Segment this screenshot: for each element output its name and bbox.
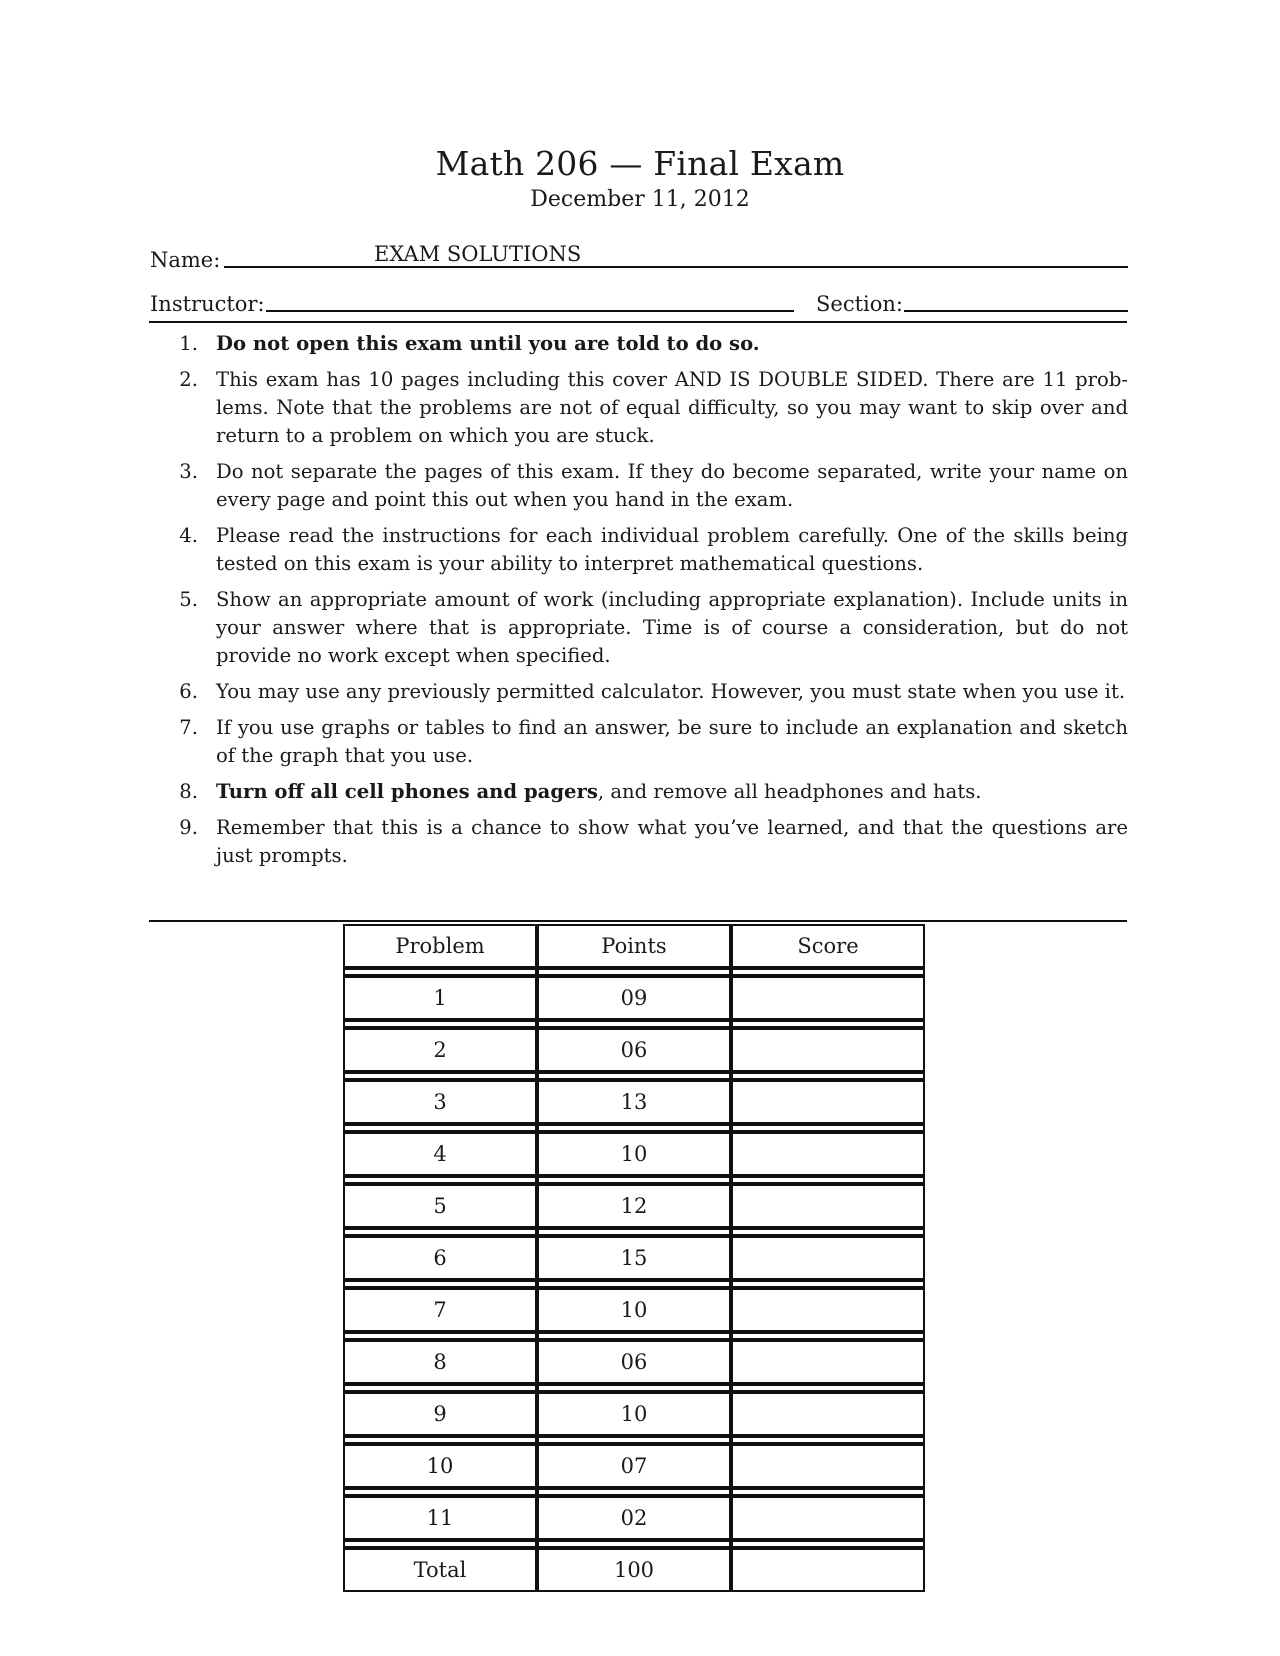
spacer-cell	[537, 1540, 731, 1548]
name-value: EXAM SOLUTIONS	[374, 242, 582, 266]
points-cell: 10	[537, 1132, 731, 1176]
points-cell: 09	[537, 976, 731, 1020]
spacer-cell	[537, 1228, 731, 1236]
points-cell: 06	[537, 1340, 731, 1384]
row-spacer	[343, 1540, 925, 1548]
header-problem: Problem	[343, 924, 537, 968]
score-cell[interactable]	[731, 1028, 925, 1072]
row-spacer	[343, 968, 925, 976]
total-label-cell: Total	[343, 1548, 537, 1592]
score-table	[343, 924, 925, 1592]
spacer-cell	[537, 1332, 731, 1340]
spacer-cell	[731, 968, 925, 976]
problem-number-cell: 11	[343, 1496, 537, 1540]
spacer-cell	[343, 1332, 537, 1340]
table-row	[343, 1028, 925, 1072]
instruction-item	[170, 778, 1128, 806]
row-spacer	[343, 1072, 925, 1080]
problem-number-cell: 3	[343, 1080, 537, 1124]
section-field-line[interactable]	[904, 310, 1128, 312]
table-row	[343, 1080, 925, 1124]
spacer-cell	[731, 1124, 925, 1132]
exam-date: December 11, 2012	[530, 187, 750, 212]
problem-number-cell: 5	[343, 1184, 537, 1228]
problem-number-cell: 9	[343, 1392, 537, 1436]
row-spacer	[343, 1384, 925, 1392]
row-spacer	[343, 1124, 925, 1132]
instructions-list	[170, 330, 1128, 878]
spacer-cell	[343, 1072, 537, 1080]
spacer-cell	[537, 968, 731, 976]
points-cell: 10	[537, 1392, 731, 1436]
instruction-item	[170, 586, 1128, 670]
problem-number-cell: 10	[343, 1444, 537, 1488]
instruction-item	[170, 814, 1128, 870]
problem-number-cell: 2	[343, 1028, 537, 1072]
row-spacer	[343, 1176, 925, 1184]
spacer-cell	[537, 1384, 731, 1392]
score-table-header	[343, 924, 925, 968]
instruction-number: 6.	[179, 680, 198, 703]
score-cell[interactable]	[731, 1340, 925, 1384]
top-divider	[149, 321, 1127, 323]
instruction-item	[170, 458, 1128, 514]
instruction-number: 9.	[179, 816, 198, 839]
points-cell: 12	[537, 1184, 731, 1228]
spacer-cell	[343, 1228, 537, 1236]
row-spacer	[343, 1020, 925, 1028]
spacer-cell	[731, 1384, 925, 1392]
score-cell[interactable]	[731, 1080, 925, 1124]
spacer-cell	[537, 1176, 731, 1184]
section-label: Section:	[816, 292, 903, 316]
spacer-cell	[731, 1280, 925, 1288]
spacer-cell	[731, 1488, 925, 1496]
problem-number-cell: 1	[343, 976, 537, 1020]
spacer-cell	[731, 1228, 925, 1236]
table-row	[343, 1288, 925, 1332]
row-spacer	[343, 1280, 925, 1288]
spacer-cell	[343, 968, 537, 976]
table-row	[343, 976, 925, 1020]
score-cell[interactable]	[731, 1496, 925, 1540]
spacer-cell	[731, 1072, 925, 1080]
spacer-cell	[731, 1176, 925, 1184]
table-row	[343, 1340, 925, 1384]
score-cell[interactable]	[731, 1288, 925, 1332]
score-cell[interactable]	[731, 1392, 925, 1436]
instruction-text: You may use any previously permitted calculator. However, you must state when you use it.	[216, 680, 1126, 703]
table-row	[343, 1496, 925, 1540]
problem-number-cell: 8	[343, 1340, 537, 1384]
table-row	[343, 1392, 925, 1436]
total-score-cell[interactable]	[731, 1548, 925, 1592]
points-cell: 10	[537, 1288, 731, 1332]
instruction-text: Please read the instructions for each individual problem carefully. One of the skills being tested on this exam is your ability to interpret mathematical questions.	[216, 524, 1128, 575]
score-cell[interactable]	[731, 1184, 925, 1228]
spacer-cell	[343, 1540, 537, 1548]
row-spacer	[343, 1332, 925, 1340]
instruction-text: Remember that this is a chance to show what you’ve learned, and that the questions are just prompts.	[216, 816, 1128, 867]
table-row	[343, 1444, 925, 1488]
total-points-cell: 100	[537, 1548, 731, 1592]
instruction-bold-text: Do not open this exam until you are told to do so.	[216, 332, 760, 355]
spacer-cell	[731, 1436, 925, 1444]
spacer-cell	[731, 1020, 925, 1028]
table-row	[343, 1132, 925, 1176]
points-cell: 15	[537, 1236, 731, 1280]
spacer-cell	[731, 1332, 925, 1340]
instruction-text: Do not separate the pages of this exam. If they do become separated, write your name on every page and point this out when you hand in the exam.	[216, 460, 1128, 511]
points-cell: 06	[537, 1028, 731, 1072]
table-row	[343, 1236, 925, 1280]
instruction-number: 2.	[179, 368, 198, 391]
spacer-cell	[343, 1020, 537, 1028]
instruction-item	[170, 366, 1128, 450]
instruction-item	[170, 678, 1128, 706]
instruction-number: 5.	[179, 588, 198, 611]
spacer-cell	[537, 1020, 731, 1028]
spacer-cell	[343, 1436, 537, 1444]
instruction-item	[170, 522, 1128, 578]
header-points: Points	[537, 924, 731, 968]
score-cell[interactable]	[731, 1444, 925, 1488]
points-cell: 13	[537, 1080, 731, 1124]
spacer-cell	[731, 1540, 925, 1548]
problem-number-cell: 7	[343, 1288, 537, 1332]
score-cell[interactable]	[731, 976, 925, 1020]
header-score: Score	[731, 924, 925, 968]
spacer-cell	[537, 1488, 731, 1496]
points-cell: 02	[537, 1496, 731, 1540]
instruction-item	[170, 714, 1128, 770]
points-cell: 07	[537, 1444, 731, 1488]
instruction-text: If you use graphs or tables to find an answer, be sure to include an explanation and sketch of the graph that you use.	[216, 716, 1128, 767]
spacer-cell	[343, 1488, 537, 1496]
instructor-label: Instructor:	[150, 292, 265, 316]
spacer-cell	[343, 1176, 537, 1184]
spacer-cell	[537, 1072, 731, 1080]
instruction-number: 1.	[179, 332, 198, 355]
instruction-text: Show an appropriate amount of work (including appropriate explanation). Include units in your answer where that is appropriate. Time is of course a consideration, but do not provide no work except when specified.	[216, 588, 1128, 667]
problem-number-cell: 6	[343, 1236, 537, 1280]
instruction-number: 4.	[179, 524, 198, 547]
name-label: Name:	[150, 248, 221, 272]
instruction-text: , and remove all headphones and hats.	[597, 780, 982, 803]
instructor-field-line[interactable]	[266, 310, 794, 312]
score-cell[interactable]	[731, 1132, 925, 1176]
instruction-number: 8.	[179, 780, 198, 803]
instruction-number: 3.	[179, 460, 198, 483]
instruction-bold-text: Turn off all cell phones and pagers	[216, 780, 598, 803]
table-row	[343, 1184, 925, 1228]
bottom-divider	[149, 920, 1127, 922]
spacer-cell	[537, 1280, 731, 1288]
row-spacer	[343, 1436, 925, 1444]
row-spacer	[343, 1228, 925, 1236]
spacer-cell	[537, 1436, 731, 1444]
instruction-item	[170, 330, 1128, 358]
total-row	[343, 1548, 925, 1592]
name-field-line[interactable]	[224, 266, 1128, 268]
instruction-text: This exam has 10 pages including this cover AND IS DOUBLE SIDED. There are 11 prob- lems. Note that the problems are not of equal difficulty, so you may want to skip over and return to a problem on which you are stuck.	[216, 368, 1128, 447]
page-title: Math 206 — Final Exam	[435, 144, 845, 183]
spacer-cell	[343, 1384, 537, 1392]
row-spacer	[343, 1488, 925, 1496]
spacer-cell	[537, 1124, 731, 1132]
score-cell[interactable]	[731, 1236, 925, 1280]
problem-number-cell: 4	[343, 1132, 537, 1176]
spacer-cell	[343, 1280, 537, 1288]
spacer-cell	[343, 1124, 537, 1132]
instruction-number: 7.	[179, 716, 198, 739]
